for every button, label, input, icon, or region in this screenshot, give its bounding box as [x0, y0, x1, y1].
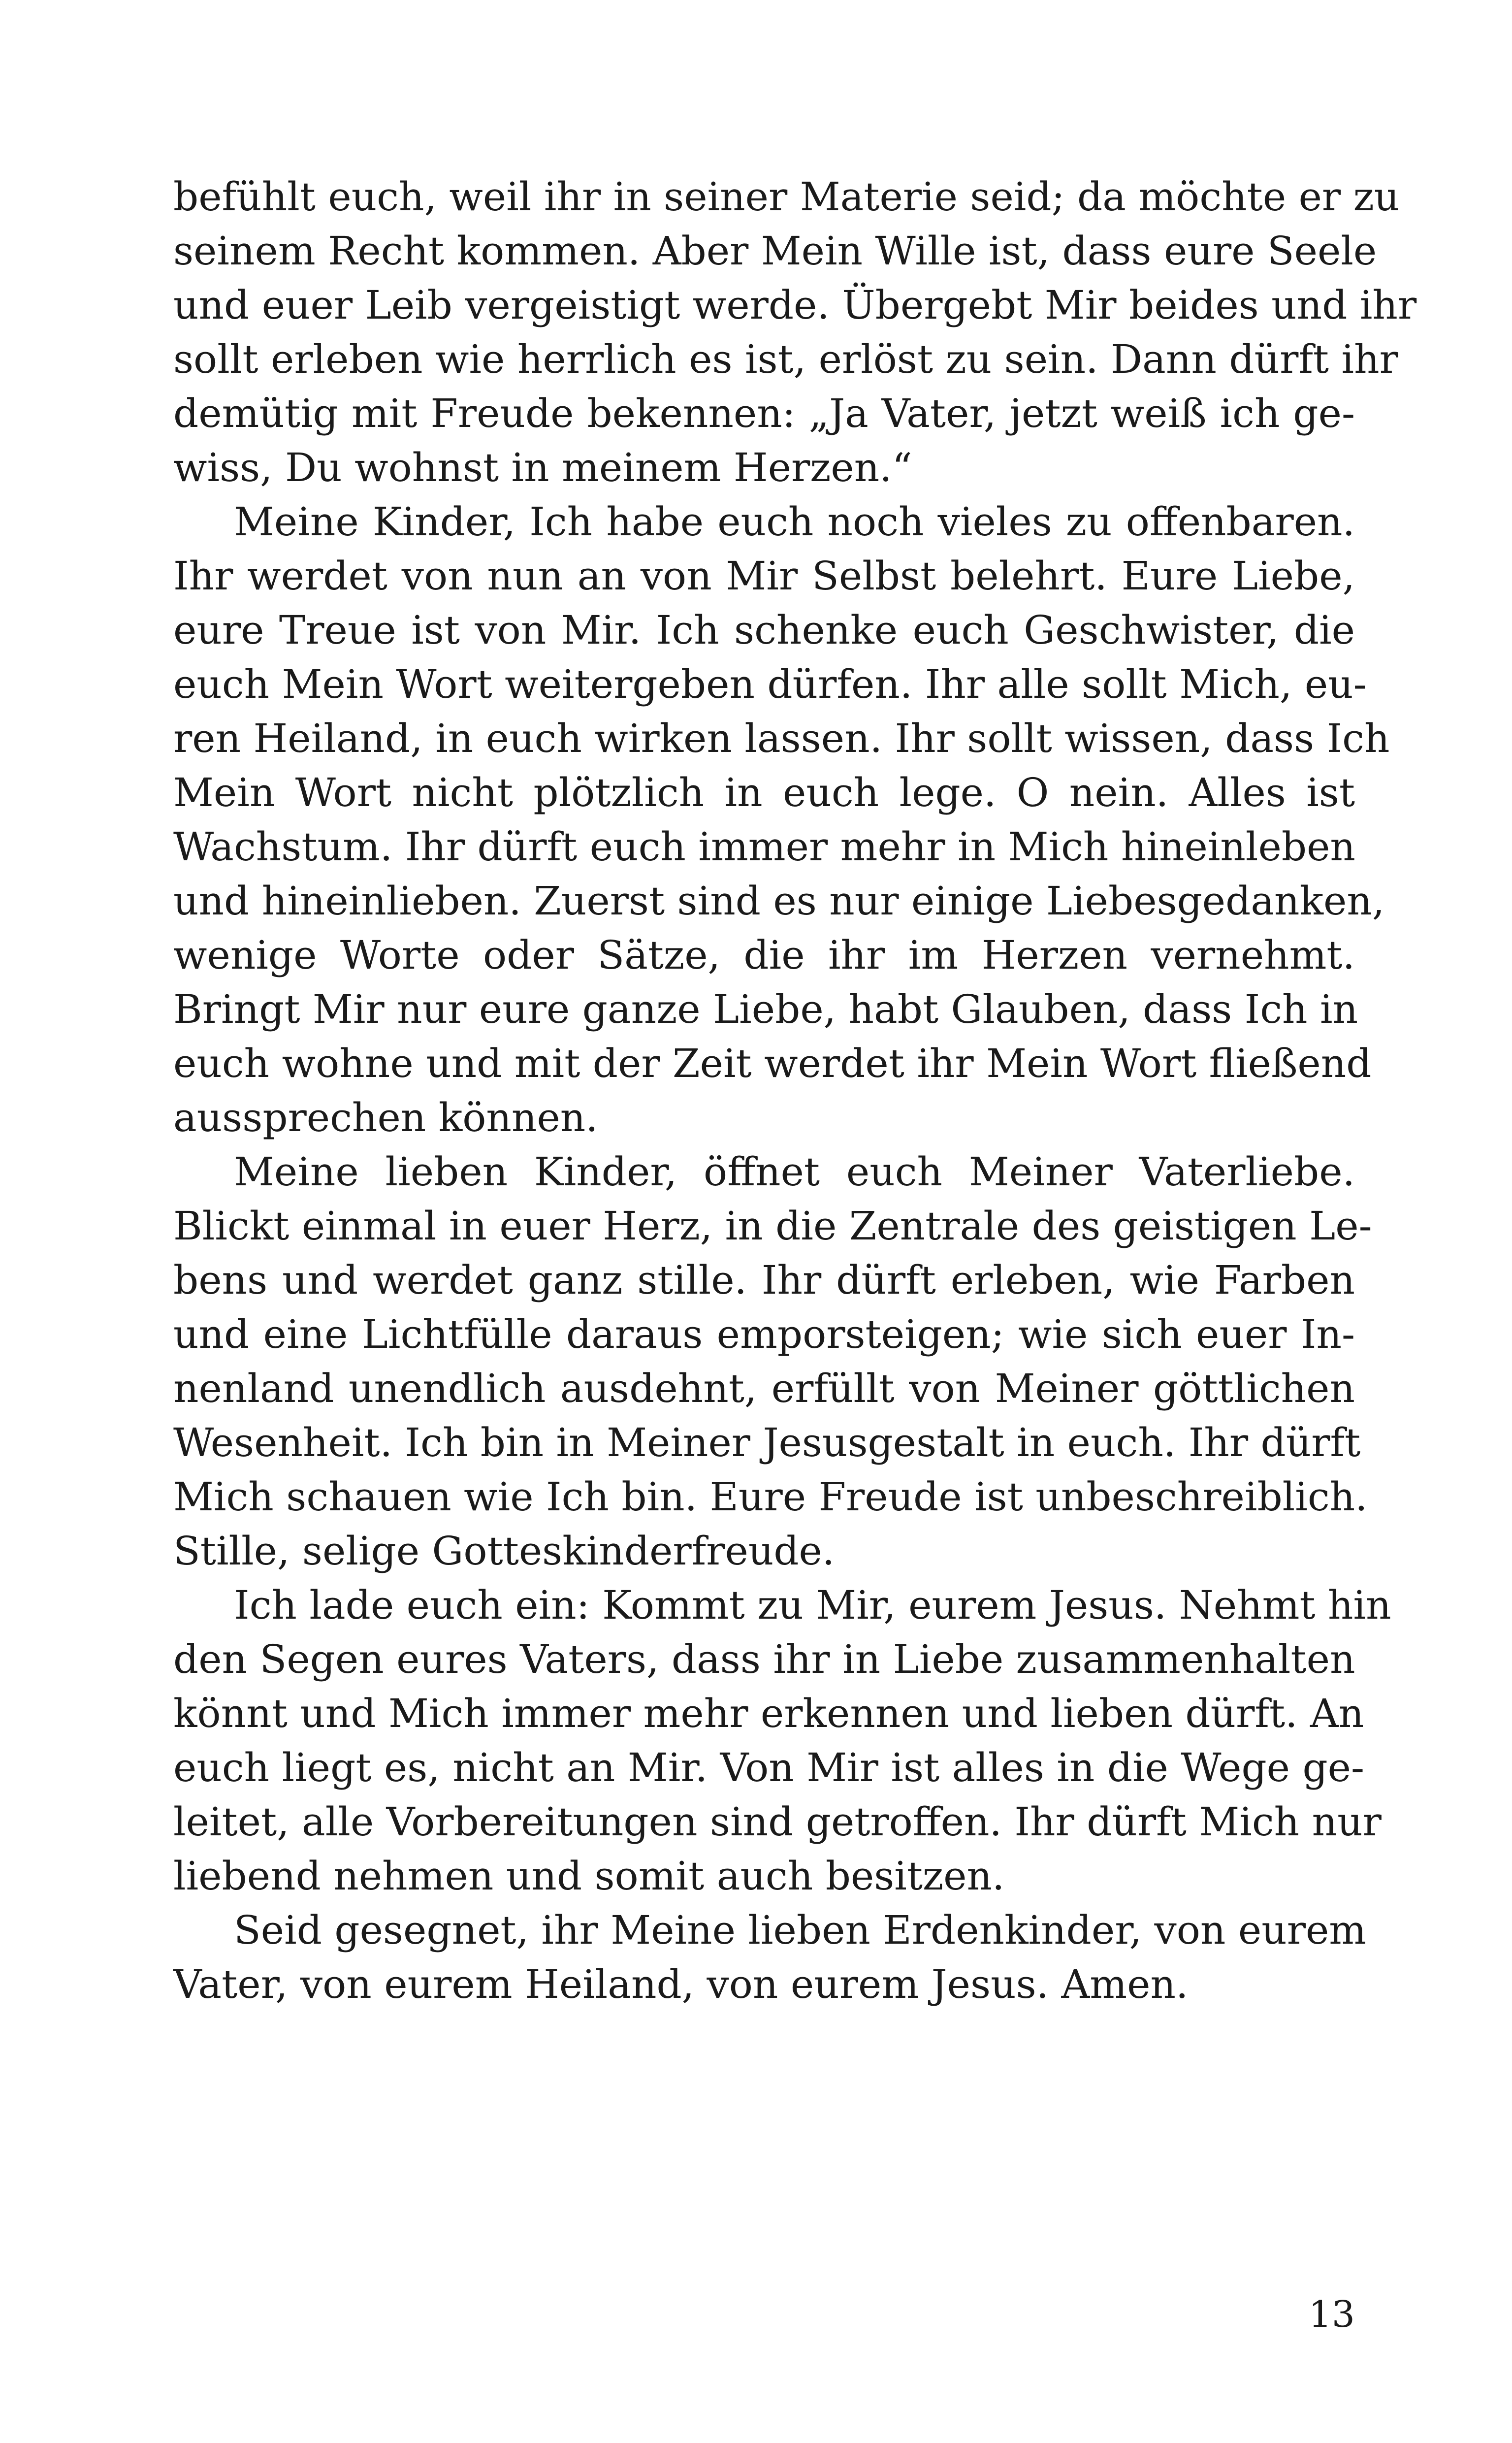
text-line: seinem Recht kommen. Aber Mein Wille ist, dass eure Seele — [173, 228, 1377, 274]
text-line: eure Treue ist von Mir. Ich schenke euch Geschwister, die — [173, 607, 1355, 653]
text-line: wenige Worte oder Sätze, die ihr im Herzen vernehmt. — [173, 932, 1355, 978]
text-line: und euer Leib vergeistigt werde. Übergebt Mir beides und ihr — [173, 282, 1417, 328]
text-line: und eine Lichtfülle daraus emporsteigen; wie sich euer In- — [173, 1311, 1355, 1357]
text-line: und hineinlieben. Zuerst sind es nur einige Liebesgedanken, — [173, 878, 1385, 924]
page-number: 13 — [1308, 2293, 1355, 2336]
text-line: Mein Wort nicht plötzlich in euch lege. O nein. Alles ist — [173, 770, 1355, 815]
text-line: ren Heiland, in euch wirken lassen. Ihr sollt wissen, dass Ich — [173, 716, 1390, 761]
text-line: Meine Kinder, Ich habe euch noch vieles zu offenbaren. — [234, 499, 1355, 545]
text-line: bens und werdet ganz stille. Ihr dürft erleben, wie Farben — [173, 1257, 1355, 1303]
text-line: demütig mit Freude bekennen: „Ja Vater, jetzt weiß ich ge- — [173, 391, 1355, 436]
text-line: Ihr werdet von nun an von Mir Selbst belehrt. Eure Liebe, — [173, 553, 1355, 599]
text-line: euch Mein Wort weitergeben dürfen. Ihr alle sollt Mich, eu- — [173, 661, 1367, 707]
text-line: befühlt euch, weil ihr in seiner Materie seid; da möchte er zu — [173, 174, 1400, 220]
text-line: Stille, selige Gotteskinderfreude. — [173, 1528, 835, 1574]
text-line: euch liegt es, nicht an Mir. Von Mir ist alles in die Wege ge- — [173, 1745, 1365, 1791]
text-line: nenland unendlich ausdehnt, erfüllt von Meiner göttlichen — [173, 1366, 1355, 1411]
text-line: den Segen eures Vaters, dass ihr in Liebe zusammenhalten — [173, 1636, 1355, 1682]
text-line: könnt und Mich immer mehr erkennen und lieben dürft. An — [173, 1691, 1364, 1736]
text-line: Seid gesegnet, ihr Meine lieben Erdenkinder, von eurem — [234, 1907, 1367, 1953]
text-line: Wesenheit. Ich bin in Meiner Jesusgestalt in euch. Ihr dürft — [173, 1420, 1361, 1466]
text-line: liebend nehmen und somit auch besitzen. — [173, 1853, 1005, 1899]
text-line: leitet, alle Vorbereitungen sind getroffen. Ihr dürft Mich nur — [173, 1799, 1382, 1845]
text-line: euch wohne und mit der Zeit werdet ihr Mein Wort fließend — [173, 1041, 1372, 1086]
text-line: Mich schauen wie Ich bin. Eure Freude ist unbeschreiblich. — [173, 1474, 1368, 1520]
body-text — [173, 170, 1417, 2012]
text-line: Vater, von eurem Heiland, von eurem Jesus. Amen. — [173, 1961, 1189, 2007]
text-line: Wachstum. Ihr dürft euch immer mehr in Mich hineinleben — [173, 824, 1355, 870]
text-line: Bringt Mir nur eure ganze Liebe, habt Glauben, dass Ich in — [173, 986, 1358, 1032]
text-line: Meine lieben Kinder, öffnet euch Meiner Vaterliebe. — [234, 1149, 1355, 1195]
text-line: aussprechen können. — [173, 1095, 598, 1140]
text-line: wiss, Du wohnst in meinem Herzen.“ — [173, 445, 912, 490]
text-line: Ich lade euch ein: Kommt zu Mir, eurem Jesus. Nehmt hin — [234, 1582, 1391, 1628]
text-line: Blickt einmal in euer Herz, in die Zentrale des geistigen Le- — [173, 1203, 1372, 1249]
text-line: sollt erleben wie herrlich es ist, erlöst zu sein. Dann dürft ihr — [173, 336, 1398, 382]
